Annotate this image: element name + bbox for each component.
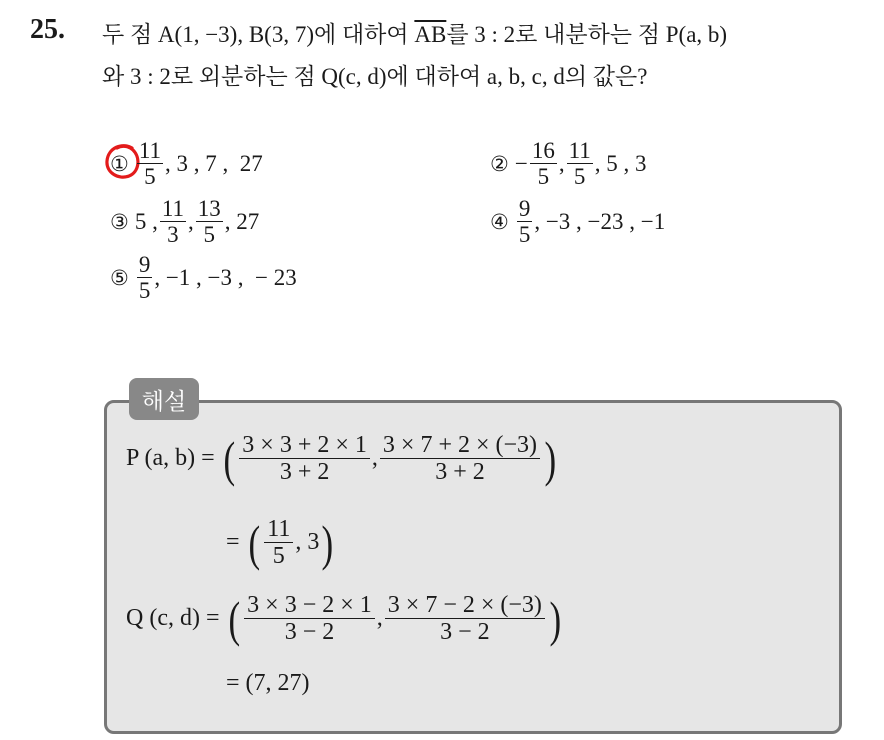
numerator: 13 <box>197 196 221 221</box>
right-paren: ) <box>544 430 557 487</box>
denominator: 3 + 2 <box>279 459 330 486</box>
numerator: 9 <box>138 252 151 277</box>
numerator: 9 <box>518 196 531 221</box>
option-5[interactable] <box>110 252 297 304</box>
p-result-rest: , 3 <box>295 529 320 556</box>
option-3-pre: 5 , <box>134 208 158 234</box>
option-4-fraction <box>517 196 533 248</box>
denominator: 5 <box>144 164 156 190</box>
p-result-fraction <box>264 516 293 570</box>
numerator: 11 <box>161 196 184 221</box>
denominator: 3 <box>167 222 179 248</box>
question-number: 25. <box>30 14 65 45</box>
option-2-minus: − <box>514 150 528 176</box>
p-fraction-y <box>380 432 540 486</box>
question-line-1 <box>102 16 727 49</box>
solution-q-line <box>126 592 564 646</box>
right-paren: ) <box>321 514 334 571</box>
numerator: 3 × 3 − 2 × 1 <box>244 592 375 619</box>
p-result-equals: = <box>226 529 240 556</box>
option-5-number: ⑤ <box>110 265 129 290</box>
option-2-fraction-2 <box>567 138 593 190</box>
numerator: 3 × 7 + 2 × (−3) <box>380 432 540 459</box>
question-line-2: 와 3 : 2로 외분하는 점 Q(c, d)에 대하여 a, b, c, d의 값은? <box>102 64 648 89</box>
q-fraction-y <box>385 592 545 646</box>
numerator: 3 × 3 + 2 × 1 <box>239 432 370 459</box>
option-4-rest: , −3 , −23 , −1 <box>534 208 666 234</box>
option-5-rest: , −1 , −3 , − 23 <box>154 264 297 290</box>
question-text-a: 두 점 A(1, −3), B(3, 7)에 대하여 <box>102 22 409 47</box>
option-1-number: ① <box>110 151 129 176</box>
option-3[interactable] <box>110 196 259 248</box>
option-1[interactable] <box>110 138 263 190</box>
denominator: 5 <box>537 164 550 190</box>
option-2-fraction-1 <box>530 138 557 190</box>
solution-tab: 해설 <box>129 378 199 420</box>
option-3-rest: , 27 <box>224 208 260 234</box>
question-text-b: 를 3 : 2로 내분하는 점 P(a, b) <box>446 22 728 47</box>
numerator: 11 <box>568 138 591 163</box>
denominator: 5 <box>203 222 215 248</box>
numerator: 11 <box>264 516 293 543</box>
left-paren: ( <box>228 590 240 647</box>
comma: , <box>371 445 378 472</box>
denominator: 5 <box>138 278 151 304</box>
segment-ab: $\overline{AB}$ <box>414 22 447 47</box>
option-3-fraction-2 <box>196 196 223 248</box>
numerator: 11 <box>138 138 161 163</box>
option-2-comma: , <box>558 150 565 176</box>
denominator: 5 <box>518 222 531 248</box>
option-2[interactable] <box>490 138 646 190</box>
solution-p-result <box>226 516 336 570</box>
denominator: 3 + 2 <box>435 459 485 486</box>
option-1-fraction <box>137 138 163 190</box>
p-fraction-x <box>239 432 370 486</box>
denominator: 5 <box>272 543 285 570</box>
comma: , <box>376 605 383 632</box>
option-5-fraction <box>137 252 153 304</box>
numerator: 3 × 7 − 2 × (−3) <box>385 592 545 619</box>
option-4-number: ④ <box>490 209 509 234</box>
denominator: 5 <box>573 164 586 190</box>
p-lhs: P (a, b) = <box>126 445 215 472</box>
denominator: 3 − 2 <box>440 619 490 646</box>
q-fraction-x <box>244 592 375 646</box>
solution-q-result: = (7, 27) <box>226 670 310 696</box>
option-3-number: ③ <box>110 209 129 234</box>
option-3-fraction-1 <box>160 196 186 248</box>
left-paren: ( <box>223 430 235 487</box>
left-paren: ( <box>248 514 260 571</box>
solution-p-line <box>126 432 559 486</box>
option-2-rest: , 5 , 3 <box>594 150 647 176</box>
denominator: 3 − 2 <box>284 619 335 646</box>
option-3-comma: , <box>187 208 194 234</box>
numerator: 16 <box>531 138 555 163</box>
right-paren: ) <box>549 590 562 647</box>
q-lhs: Q (c, d) = <box>126 605 220 632</box>
option-2-number: ② <box>490 151 509 176</box>
option-1-rest: , 3 , 7 , 27 <box>164 150 263 176</box>
option-4[interactable] <box>490 196 665 248</box>
